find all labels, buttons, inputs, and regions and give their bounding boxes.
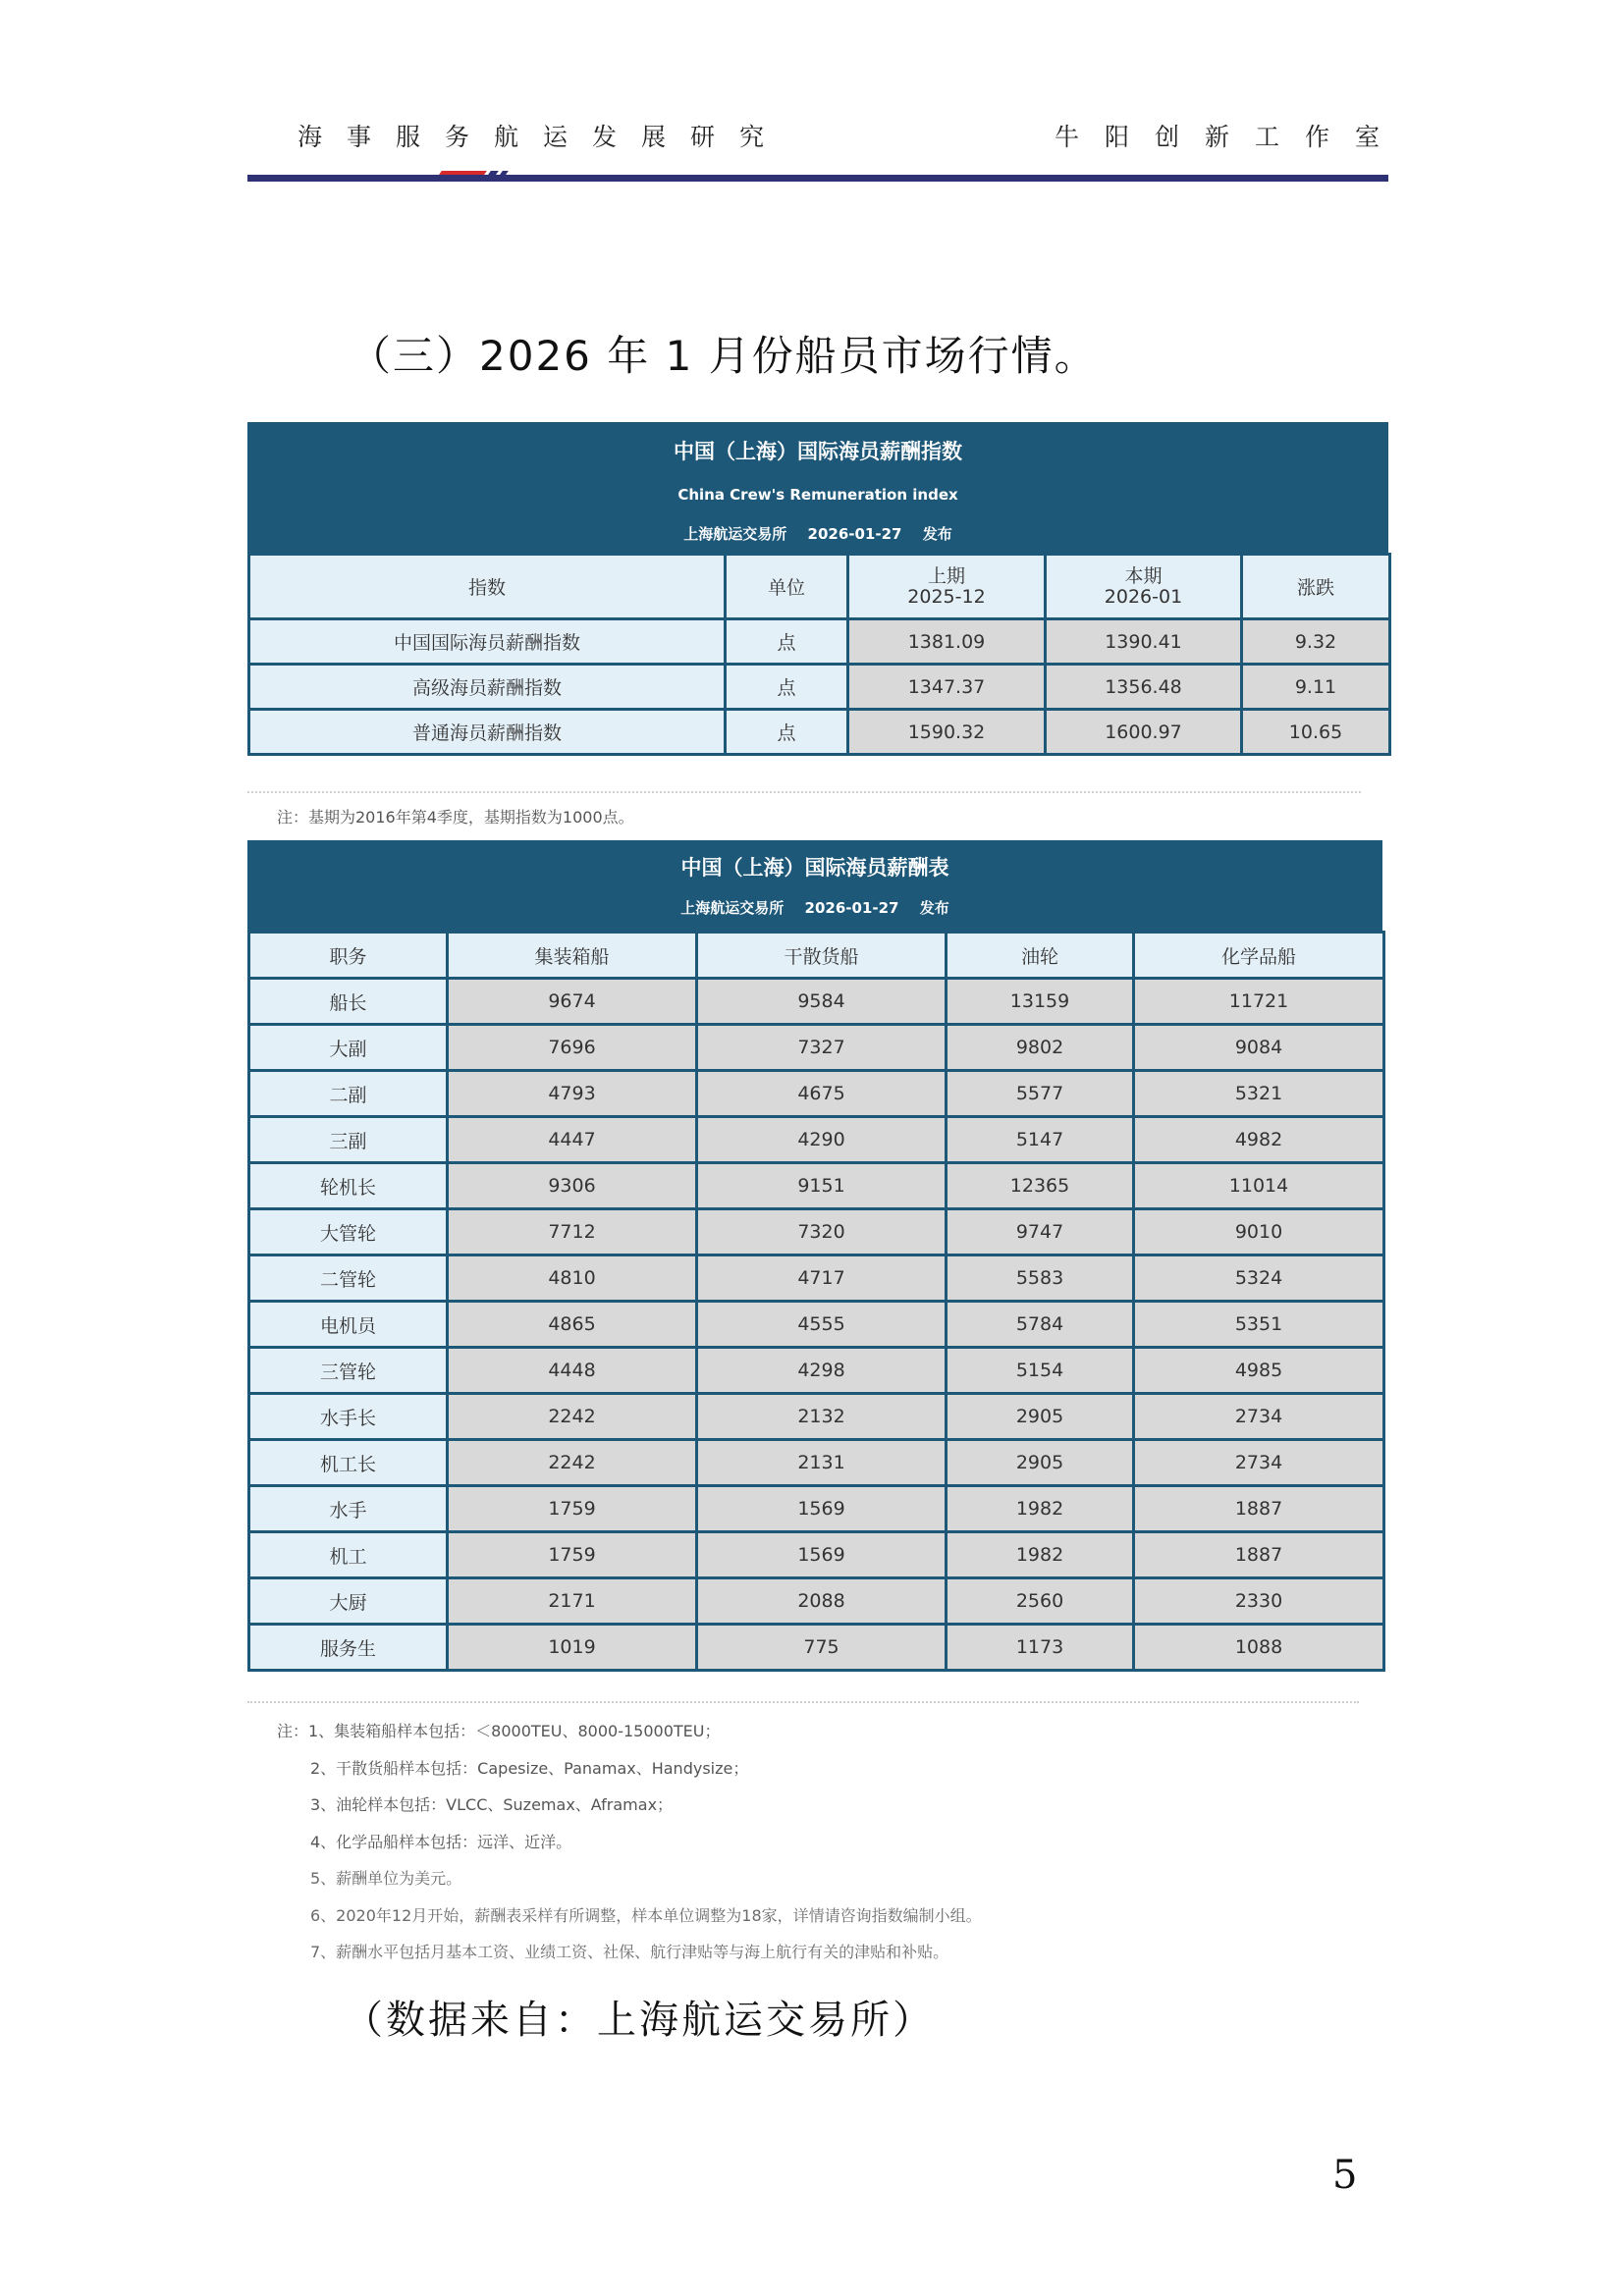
- salary-cell: 4448: [448, 1348, 697, 1394]
- salary-note-line: 2、干散货船样本包括：Capesize、Panamax、Handysize；: [310, 1758, 749, 1778]
- position-cell: 船长: [249, 979, 448, 1025]
- salary-cell: 9084: [1134, 1025, 1384, 1071]
- salary-cell: 9584: [697, 979, 947, 1025]
- salary-cell: 2132: [697, 1394, 947, 1440]
- salary-cell: 9747: [947, 1209, 1134, 1255]
- salary-table: [247, 931, 1385, 1672]
- row-name: 普通海员薪酬指数: [249, 710, 726, 755]
- index-panel-header: [247, 422, 1388, 553]
- salary-note-line: 4、化学品船样本包括：远洋、近洋。: [310, 1832, 572, 1851]
- salary-title: 中国（上海）国际海员薪酬表: [680, 856, 949, 880]
- salary-cell: 5577: [947, 1071, 1134, 1117]
- salary-cell: 2905: [947, 1440, 1134, 1486]
- position-cell: 大副: [249, 1025, 448, 1071]
- header-rule: [247, 175, 1388, 182]
- salary-cell: 2088: [697, 1578, 947, 1625]
- col-tanker: 油轮: [947, 933, 1134, 979]
- salary-cell: 5321: [1134, 1071, 1384, 1117]
- index-panel: [247, 422, 1388, 827]
- salary-note-line: 5、薪酬单位为美元。: [310, 1869, 462, 1888]
- table-row: [249, 1348, 1384, 1394]
- salary-cell: 1982: [947, 1486, 1134, 1532]
- salary-date: 2026-01-27: [804, 899, 899, 917]
- col-position: 职务: [249, 933, 448, 979]
- table-row: [249, 1255, 1384, 1302]
- row-name: 中国国际海员薪酬指数: [249, 619, 726, 665]
- col-container: 集装箱船: [448, 933, 697, 979]
- salary-cell: 5351: [1134, 1302, 1384, 1348]
- salary-cell: 4290: [697, 1117, 947, 1163]
- row-change: 9.32: [1242, 619, 1390, 665]
- salary-note-line: 6、2020年12月开始，薪酬表采样有所调整，样本单位调整为18家，详情请咨询指数编制小组。: [310, 1905, 982, 1925]
- salary-cell: 5784: [947, 1302, 1134, 1348]
- row-change: 10.65: [1242, 710, 1390, 755]
- row-change: 9.11: [1242, 665, 1390, 710]
- position-cell: 服务生: [249, 1625, 448, 1671]
- salary-cell: 2905: [947, 1394, 1134, 1440]
- salary-cell: 7320: [697, 1209, 947, 1255]
- salary-cell: 1887: [1134, 1532, 1384, 1578]
- salary-notes: [247, 1713, 1388, 1971]
- salary-cell: 9674: [448, 979, 697, 1025]
- row-prev: 1381.09: [848, 619, 1046, 665]
- col-index: 指数: [249, 555, 726, 619]
- salary-cell: 11721: [1134, 979, 1384, 1025]
- note-divider: [247, 1701, 1359, 1703]
- position-cell: 三管轮: [249, 1348, 448, 1394]
- data-source: （数据来自：上海航运交易所）: [344, 1998, 935, 2043]
- position-cell: 轮机长: [249, 1163, 448, 1209]
- salary-cell: 1019: [448, 1625, 697, 1671]
- salary-cell: 2330: [1134, 1578, 1384, 1625]
- salary-cell: 12365: [947, 1163, 1134, 1209]
- salary-cell: 7327: [697, 1025, 947, 1071]
- table-row: [249, 1209, 1384, 1255]
- salary-cell: 1759: [448, 1486, 697, 1532]
- salary-cell: 7696: [448, 1025, 697, 1071]
- salary-panel: [247, 840, 1388, 1969]
- salary-cell: 11014: [1134, 1163, 1384, 1209]
- position-cell: 水手长: [249, 1394, 448, 1440]
- index-note: 注：基期为2016年第4季度，基期指数为1000点。: [277, 808, 634, 827]
- table-row: [249, 1302, 1384, 1348]
- salary-cell: 5147: [947, 1117, 1134, 1163]
- index-table: [247, 553, 1391, 756]
- row-name: 高级海员薪酬指数: [249, 665, 726, 710]
- salary-cell: 2131: [697, 1440, 947, 1486]
- col-curr-label: 本期: [1124, 564, 1163, 587]
- col-curr-period: 2026-01: [1104, 585, 1183, 608]
- table-row: [249, 1625, 1384, 1671]
- salary-cell: 7712: [448, 1209, 697, 1255]
- position-cell: 电机员: [249, 1302, 448, 1348]
- index-date: 2026-01-27: [807, 525, 902, 543]
- index-subtitle: China Crew's Remuneration index: [677, 486, 958, 504]
- index-publisher: 上海航运交易所: [683, 525, 787, 543]
- position-cell: 水手: [249, 1486, 448, 1532]
- table-row: [249, 1071, 1384, 1117]
- salary-cell: 4865: [448, 1302, 697, 1348]
- index-publish-line: [249, 514, 1386, 552]
- col-prev-period: 2025-12: [907, 585, 986, 608]
- salary-cell: 2171: [448, 1578, 697, 1625]
- position-cell: 三副: [249, 1117, 448, 1163]
- table-row: [249, 1394, 1384, 1440]
- table-row: [249, 1440, 1384, 1486]
- salary-cell: 4982: [1134, 1117, 1384, 1163]
- salary-cell: 9802: [947, 1025, 1134, 1071]
- page-number: 5: [1332, 2153, 1358, 2198]
- salary-cell: 1569: [697, 1532, 947, 1578]
- salary-cell: 5583: [947, 1255, 1134, 1302]
- salary-cell: 1088: [1134, 1625, 1384, 1671]
- salary-note-line: 7、薪酬水平包括月基本工资、业绩工资、社保、航行津贴等与海上航行有关的津贴和补贴。: [310, 1943, 949, 1961]
- position-cell: 大管轮: [249, 1209, 448, 1255]
- salary-cell: 4555: [697, 1302, 947, 1348]
- table-row: [249, 619, 1390, 665]
- salary-cell: 775: [697, 1625, 947, 1671]
- table-row: [249, 665, 1390, 710]
- salary-panel-header: [247, 840, 1382, 931]
- row-unit: 点: [726, 619, 848, 665]
- col-change: 涨跌: [1242, 555, 1390, 619]
- salary-publish-line: [249, 893, 1380, 929]
- table-row: [249, 1163, 1384, 1209]
- salary-cell: 9306: [448, 1163, 697, 1209]
- salary-cell: 1982: [947, 1532, 1134, 1578]
- position-cell: 大厨: [249, 1578, 448, 1625]
- table-row: [249, 1578, 1384, 1625]
- row-prev: 1590.32: [848, 710, 1046, 755]
- col-unit: 单位: [726, 555, 848, 619]
- row-curr: 1390.41: [1046, 619, 1242, 665]
- salary-cell: 1759: [448, 1532, 697, 1578]
- salary-cell: 9010: [1134, 1209, 1384, 1255]
- row-unit: 点: [726, 710, 848, 755]
- salary-cell: 13159: [947, 979, 1134, 1025]
- index-title: 中国（上海）国际海员薪酬指数: [674, 440, 962, 463]
- running-header-right: 牛阳创新工作室: [1055, 123, 1406, 151]
- table-row: [249, 1486, 1384, 1532]
- position-cell: 机工长: [249, 1440, 448, 1486]
- position-cell: 二副: [249, 1071, 448, 1117]
- col-bulk: 干散货船: [697, 933, 947, 979]
- salary-cell: 4985: [1134, 1348, 1384, 1394]
- position-cell: 二管轮: [249, 1255, 448, 1302]
- salary-cell: 4717: [697, 1255, 947, 1302]
- salary-note-line: 3、油轮样本包括：VLCC、Suzemax、Aframax；: [310, 1795, 674, 1814]
- salary-cell: 2242: [448, 1440, 697, 1486]
- section-title: （三）2026 年 1 月份船员市场行情。: [350, 332, 1098, 380]
- salary-publish-word: 发布: [919, 899, 949, 917]
- salary-cell: 4810: [448, 1255, 697, 1302]
- salary-cell: 1173: [947, 1625, 1134, 1671]
- salary-publisher: 上海航运交易所: [680, 899, 785, 917]
- salary-note-line: 注：1、集装箱船样本包括：＜8000TEU、8000-15000TEU；: [277, 1722, 721, 1740]
- col-curr: [1046, 555, 1242, 619]
- salary-cell: 4793: [448, 1071, 697, 1117]
- note-divider: [247, 791, 1361, 793]
- table-row: [249, 1532, 1384, 1578]
- salary-cell: 2734: [1134, 1440, 1384, 1486]
- salary-cell: 4298: [697, 1348, 947, 1394]
- col-prev-label: 上期: [927, 564, 965, 587]
- salary-cell: 1569: [697, 1486, 947, 1532]
- index-publish-word: 发布: [922, 525, 952, 543]
- table-row: [249, 1117, 1384, 1163]
- table-row: [249, 710, 1390, 755]
- salary-cell: 5324: [1134, 1255, 1384, 1302]
- salary-table-body: [249, 979, 1384, 1671]
- row-prev: 1347.37: [848, 665, 1046, 710]
- salary-cell: 2734: [1134, 1394, 1384, 1440]
- salary-cell: 9151: [697, 1163, 947, 1209]
- salary-cell: 4675: [697, 1071, 947, 1117]
- col-prev: [848, 555, 1046, 619]
- salary-cell: 1887: [1134, 1486, 1384, 1532]
- position-cell: 机工: [249, 1532, 448, 1578]
- salary-cell: 2560: [947, 1578, 1134, 1625]
- col-chemical: 化学品船: [1134, 933, 1384, 979]
- running-header-left: 海事服务航运发展研究: [298, 123, 789, 151]
- table-row: [249, 979, 1384, 1025]
- row-unit: 点: [726, 665, 848, 710]
- salary-cell: 5154: [947, 1348, 1134, 1394]
- row-curr: 1356.48: [1046, 665, 1242, 710]
- salary-cell: 4447: [448, 1117, 697, 1163]
- table-row: [249, 1025, 1384, 1071]
- row-curr: 1600.97: [1046, 710, 1242, 755]
- salary-cell: 2242: [448, 1394, 697, 1440]
